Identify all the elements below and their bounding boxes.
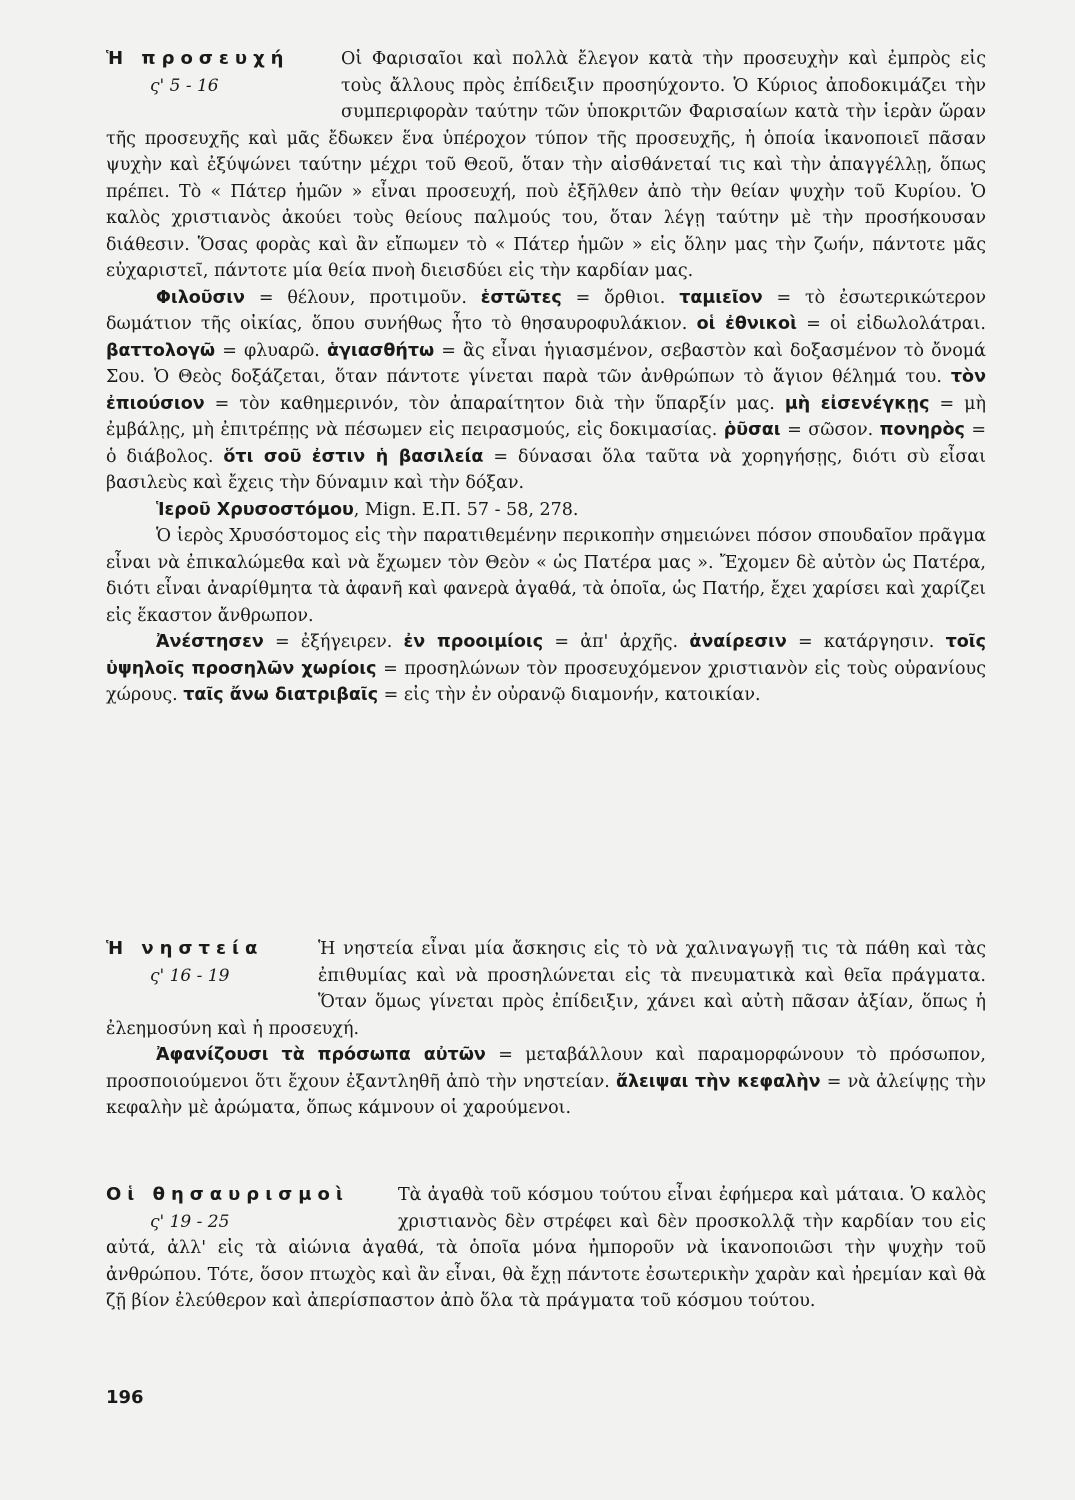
gloss-term: ἀναίρεσιν xyxy=(689,632,787,652)
section-reference: ς' 19 - 25 xyxy=(150,1211,230,1232)
source-ref: , Mign. Ε.Π. 57 - 58, 278. xyxy=(353,499,579,520)
gloss-def: = ὄρθιοι. xyxy=(561,287,680,308)
intro-paragraph: Ἡ νηστεία εἶναι μία ἄσκησις εἰς τὸ νὰ χαλιναγωγῇ τις τὰ πάθη καὶ τὰς ἐπιθυμίας καὶ νὰ προσηλώνεται εἰς τὰ πνευματικὰ καὶ θεῖα πράγματα. Ὅταν ὅμως γίνεται πρὸς ἐπίδειξιν, χάνει καὶ αὐτὴ πᾶσαν ἀξίαν, ὅπως ἡ ἐλεημοσύνη καὶ ἡ προσευχή. xyxy=(106,939,986,1039)
gloss-term: ἁγιασθήτω xyxy=(326,340,435,361)
source-author: Ἱεροῦ Χρυσοστόμου xyxy=(156,499,354,520)
section-reference: ς' 16 - 19 xyxy=(150,965,230,986)
gloss-term: οἱ ἐθνικοὶ xyxy=(696,314,797,334)
gloss-term: τοῖς ὑψηλοῖς προσηλῶν χωρίοις xyxy=(106,632,986,679)
gloss-def: = νὰ ἀλείψῃς τὴν κεφαλὴν μὲ ἀρώματα, ὅπως κάμνουν οἱ χαρούμενοι. xyxy=(106,1071,986,1118)
gloss-term: ἐν προοιμίοις xyxy=(403,632,544,652)
gloss-term: ὅτι σοῦ ἐστιν ἡ βασιλεία xyxy=(223,446,484,467)
gloss-def: = ἀπ' ἀρχῆς. xyxy=(543,632,690,652)
gloss-def: = ἐξήγειρεν. xyxy=(263,632,404,652)
gloss-term: Ἀφανίζουσι τὰ πρόσωπα αὐτῶν xyxy=(156,1045,486,1065)
gloss-def: = μὴ ἐμβάλῃς, μὴ ἐπιτρέπῃς νὰ πέσωμεν εἰς πειρασμούς, εἰς δοκιμασίας. xyxy=(106,393,986,440)
section-prayer xyxy=(106,46,986,709)
gloss-def: = θέλουν, προτιμοῦν. xyxy=(244,287,481,308)
gloss-term: ταῖς ἄνω διατριβαῖς xyxy=(183,685,379,705)
gloss-term: ῥῦσαι xyxy=(723,420,781,440)
section-treasures xyxy=(106,1182,986,1315)
section-title: Οἱ θησαυρισμοὶ xyxy=(106,1184,349,1205)
section-title: Ἡ νηστεία xyxy=(106,938,264,959)
gloss-def: = δύνασαι ὅλα ταῦτα νὰ χορηγήσῃς, διότι σὺ εἶσαι βασιλεὺς καὶ ἔχεις τὴν δύναμιν καὶ τὴν δόξαν. xyxy=(106,446,986,493)
gloss-def: = τὸ ἐσωτερικώτερον δωμάτιον τῆς οἰκίας, ὅπου συνήθως ἦτο τὸ θησαυροφυλάκιον. xyxy=(106,287,986,334)
gloss-def: = προσηλώνων τὸν προσευχόμενον χριστιανὸν εἰς τοὺς οὐρανίους χώρους. xyxy=(106,658,986,705)
source-citation xyxy=(106,497,986,524)
gloss-def: = μεταβάλλουν καὶ παραμορφώνουν τὸ πρόσωπον, προσποιούμενοι ὅτι ἔχουν ἐξαντληθῆ ἀπὸ τὴν νηστείαν. xyxy=(106,1045,986,1092)
section-reference: ς' 5 - 16 xyxy=(150,75,219,96)
intro-paragraph: Οἱ Φαρισαῖοι καὶ πολλὰ ἔλεγον κατὰ τὴν προσευχὴν καὶ ἐμπρὸς εἰς τοὺς ἄλλους πρὸς ἐπίδειξιν προσηύχοντο. Ὁ Κύριος ἀποδοκιμάζει τὴν συμπεριφορὰν ταύτην τῶν ὑποκριτῶν Φαρισαίων κατὰ τὴν ἱερὰν ὥραν τῆς προσευχῆς καὶ μᾶς ἔδωκεν ἕνα ὑπέροχον τύπον τῆς προσευχῆς, ἡ ὁποία ἱκανοποιεῖ πᾶσαν ψυχὴν καὶ ἐξύψώνει ταύτην μέχρι τοῦ Θεοῦ, ὅταν τὴν αἰσθάνεταί τις καὶ τὴν ἀπαγγέλλῃ, ὅπως πρέπει. Τὸ « Πάτερ ἡμῶν » εἶναι προσευχή, ποὺ ἐξῆλθεν ἀπὸ τὴν θείαν ψυχὴν τοῦ Κυρίου. Ὁ καλὸς χριστιανὸς ἀκούει τοὺς θείους παλμούς του, ὅταν λέγῃ ταύτην μὲ τὴν προσήκουσαν διάθεσιν. Ὅσας φορὰς καὶ ἂν εἴπωμεν τὸ « Πάτερ ἡμῶν » εἰς ὅλην μας τὴν ζωήν, πάντοτε μᾶς εὐχαριστεῖ, πάντοτε μία θεία πνοὴ διεισδύει εἰς τὴν καρδίαν μας. xyxy=(106,49,986,281)
gloss-term: Φιλοῦσιν xyxy=(156,287,245,308)
glossary-paragraph xyxy=(106,1042,986,1122)
section-heading xyxy=(106,46,341,125)
glossary-paragraph xyxy=(106,285,986,497)
section-heading xyxy=(106,936,318,1015)
gloss-def: = σῶσον. xyxy=(780,420,880,440)
gloss-def: = εἰς τὴν ἐν οὐρανῷ διαμονήν, κατοικίαν. xyxy=(378,685,761,705)
section-title: Ἡ προσευχή xyxy=(106,48,290,69)
gloss-def: = κατάργησιν. xyxy=(786,632,946,652)
gloss-term: τὸν ἐπιούσιον xyxy=(106,367,986,414)
gloss-term: μὴ εἰσενέγκῃς xyxy=(784,393,930,414)
gloss-term: Ἀνέστησεν xyxy=(156,632,264,652)
section-fasting xyxy=(106,936,986,1122)
intro-paragraph: Τὰ ἀγαθὰ τοῦ κόσμου τούτου εἶναι ἐφήμερα καὶ μάταια. Ὁ καλὸς χριστιανὸς δὲν στρέφει καὶ δὲν προσκολλᾷ τὴν καρδίαν του εἰς αὐτά, ἀλλ' εἰς τὰ αἰώνια ἀγαθά, τὰ ὁποῖα μόνα ἠμποροῦν νὰ ἱκανοποιῶσι τὴν ψυχὴν τοῦ ἀνθρώπου. Τότε, ὅσον πτωχὸς καὶ ἂν εἶναι, θὰ ἔχῃ πάντοτε ἐσωτερικὴν χαρὰν καὶ ἠρεμίαν καὶ θὰ ζῇ βίον ἐλεύθερον καὶ ἀπερίσπαστον ἀπὸ ὅλα τὰ πράγματα τοῦ κόσμου τούτου. xyxy=(106,1185,986,1311)
page-number: 196 xyxy=(106,1387,144,1408)
gloss-term: πονηρὸς xyxy=(879,420,965,440)
section-heading xyxy=(106,1182,398,1234)
commentary-paragraph: Ὁ ἱερὸς Χρυσόστομος εἰς τὴν παρατιθεμένην περικοπὴν σημειώνει πόσον σπουδαῖον πρᾶγμα εἶναι νὰ ἐπικαλώμεθα καὶ νὰ ἔχωμεν τὸν Θεὸν « ὡς Πατέρα μας ». Ἔχομεν δὲ αὐτὸν ὡς Πατέρα, διότι εἶναι ἀναρίθμητα τὰ ἀφανῆ καὶ φανερὰ ἀγαθά, τὰ ὁποῖα, ὡς Πατήρ, ἔχει χαρίσει καὶ χαρίζει εἰς ἕκαστον ἄνθρωπον. xyxy=(106,526,986,626)
gloss-def: = ἂς εἶναι ἡγιασμένον, σεβαστὸν καὶ δοξασμένον τὸ ὄνομά Σου. Ὁ Θεὸς δοξάζεται, ὅταν πάντοτε γίνεται παρὰ τῶν ἀνθρώπων τὸ ἅγιον θέλημά του. xyxy=(106,340,987,387)
gloss-term: ταμιεῖον xyxy=(679,287,763,308)
gloss-term: ἑστῶτες xyxy=(480,287,562,308)
gloss-def: = οἱ εἰδωλολάτραι. xyxy=(796,314,986,334)
glossary-paragraph xyxy=(106,629,986,709)
gloss-def: = φλυαρῶ. xyxy=(215,340,327,361)
gloss-def: = ὁ διάβολος. xyxy=(106,420,987,467)
gloss-def: = τὸν καθημερινόν, τὸν ἀπαραίτητον διὰ τὴν ὕπαρξίν μας. xyxy=(204,393,785,414)
gloss-term: ἄλειψαι τὴν κεφαλὴν xyxy=(615,1071,821,1092)
gloss-term: βαττολογῶ xyxy=(106,340,216,361)
